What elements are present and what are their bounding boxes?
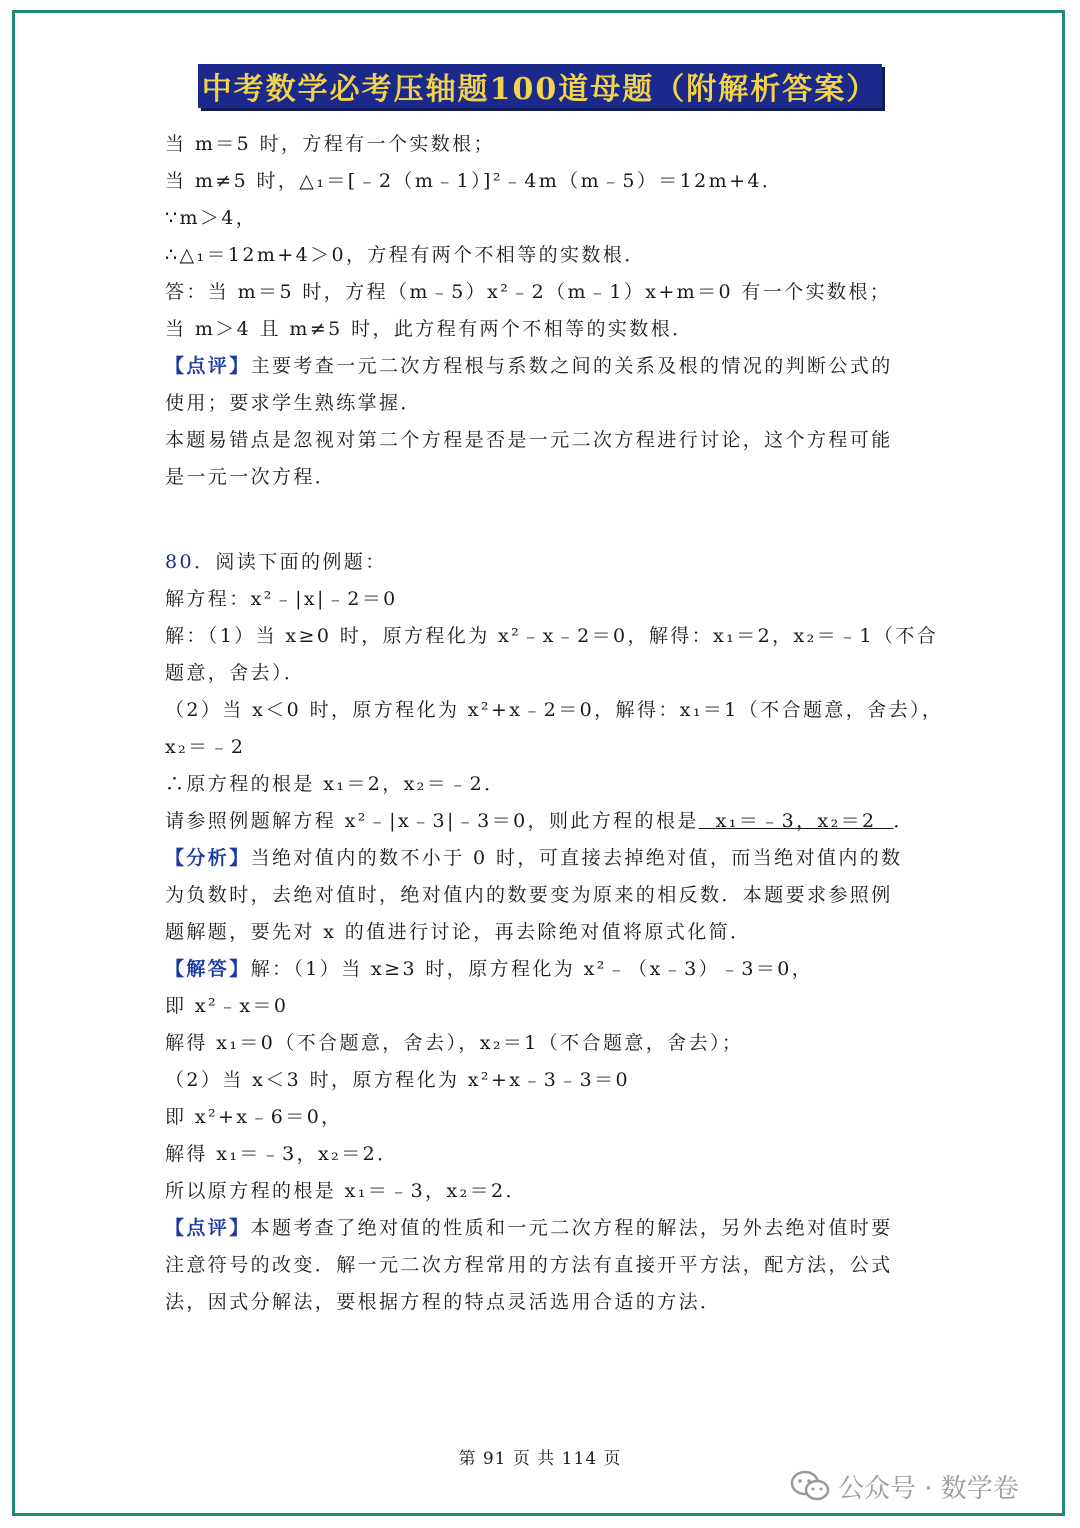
text-line: 当 m＞4 且 m≠5 时，此方程有两个不相等的实数根． xyxy=(165,318,694,340)
text-line: 解方程：x²﹣|x|﹣2＝0 xyxy=(165,588,398,610)
comment-text: 本题考查了绝对值的性质和一元二次方程的解法，另外去绝对值时要 xyxy=(250,1217,893,1239)
analysis-text: 当绝对值内的数不小于 0 时，可直接去掉绝对值，而当绝对值内的数 xyxy=(250,847,903,869)
answer-tag: 【解答】 xyxy=(165,958,251,980)
question-prompt xyxy=(165,803,915,840)
text-line: 解：（1）当 x≥0 时，原方程化为 x²﹣x﹣2＝0，解得：x₁＝2，x₂＝﹣1（不合 xyxy=(165,625,939,647)
page-number: 第 91 页 共 114 页 xyxy=(458,1449,622,1469)
analysis-line xyxy=(165,840,903,877)
text-line: 解得 x₁＝0（不合题意，舍去），x₂＝1（不合题意，舍去）； xyxy=(165,1032,744,1054)
comment-line xyxy=(165,1210,893,1247)
text-line: 是一元一次方程． xyxy=(165,466,337,488)
question-intro: 阅读下面的例题： xyxy=(215,551,387,573)
text-line: 即 x²+x﹣6＝0， xyxy=(165,1106,343,1128)
text-line: 即 x²﹣x＝0 xyxy=(165,995,289,1017)
page-title: 中考数学必考压轴题100道母题（附解析答案） xyxy=(198,64,882,108)
text-line: 法，因式分解法，要根据方程的特点灵活选用合适的方法． xyxy=(165,1291,722,1313)
text-line: 当 m＝5 时，方程有一个实数根； xyxy=(165,133,495,155)
text-line: ∴△₁＝12m+4＞0，方程有两个不相等的实数根． xyxy=(165,244,646,266)
comment-tag: 【点评】 xyxy=(165,1217,251,1239)
text-line: 当 m≠5 时，△₁＝[﹣2（m﹣1）]²﹣4m（m﹣5）＝12m+4． xyxy=(165,170,784,192)
question-number: 80． xyxy=(165,551,216,573)
question-heading xyxy=(165,544,387,581)
comment-text: 主要考查一元二次方程根与系数之间的关系及根的情况的判断公式的 xyxy=(250,355,893,377)
watermark-text: 公众号 · 数学卷 xyxy=(838,1473,1019,1504)
text-line: （2）当 x＜3 时，原方程化为 x²+x﹣3﹣3＝0 xyxy=(165,1069,631,1091)
answer-value: x₁＝﹣3，x₂＝2 xyxy=(715,810,877,832)
text-line: （2）当 x＜0 时，原方程化为 x²+x﹣2＝0，解得：x₁＝1（不合题意，舍去）， xyxy=(165,699,944,721)
answer-text: 解：（1）当 x≥3 时，原方程化为 x²﹣（x﹣3）﹣3＝0， xyxy=(250,958,814,980)
text-line: 题解题，要先对 x 的值进行讨论，再去除绝对值将原式化简． xyxy=(165,921,752,943)
text-line: 为负数时，去绝对值时，绝对值内的数要变为原来的相反数．本题要求参照例 xyxy=(165,884,893,906)
comment-line xyxy=(165,348,893,385)
text-line: 所以原方程的根是 x₁＝﹣3，x₂＝2． xyxy=(165,1180,527,1202)
answer-blank xyxy=(699,810,894,832)
text-line: 本题易错点是忽视对第二个方程是否是一元二次方程进行讨论，这个方程可能 xyxy=(165,429,893,451)
text-line: 解得 x₁＝﹣3，x₂＝2． xyxy=(165,1143,399,1165)
wechat-icon xyxy=(790,1470,830,1502)
watermark xyxy=(790,1466,1019,1506)
comment-tag: 【点评】 xyxy=(165,355,251,377)
text-line: 注意符号的改变．解一元二次方程常用的方法有直接开平方法，配方法，公式 xyxy=(165,1254,893,1276)
prompt-text: 请参照例题解方程 x²﹣|x﹣3|﹣3＝0，则此方程的根是 xyxy=(165,810,699,832)
text-line: 题意，舍去）． xyxy=(165,662,306,684)
answer-line xyxy=(165,951,813,988)
text-line: ∴原方程的根是 x₁＝2，x₂＝﹣2． xyxy=(165,773,506,795)
analysis-tag: 【分析】 xyxy=(165,847,251,869)
prompt-period: ． xyxy=(893,810,915,832)
text-line: 使用；要求学生熟练掌握． xyxy=(165,392,422,414)
text-line: x₂＝﹣2 xyxy=(165,736,246,758)
text-line: ∵m＞4， xyxy=(165,207,258,229)
text-line: 答：当 m＝5 时，方程（m﹣5）x²﹣2（m﹣1）x+m＝0 有一个实数根； xyxy=(165,281,892,303)
